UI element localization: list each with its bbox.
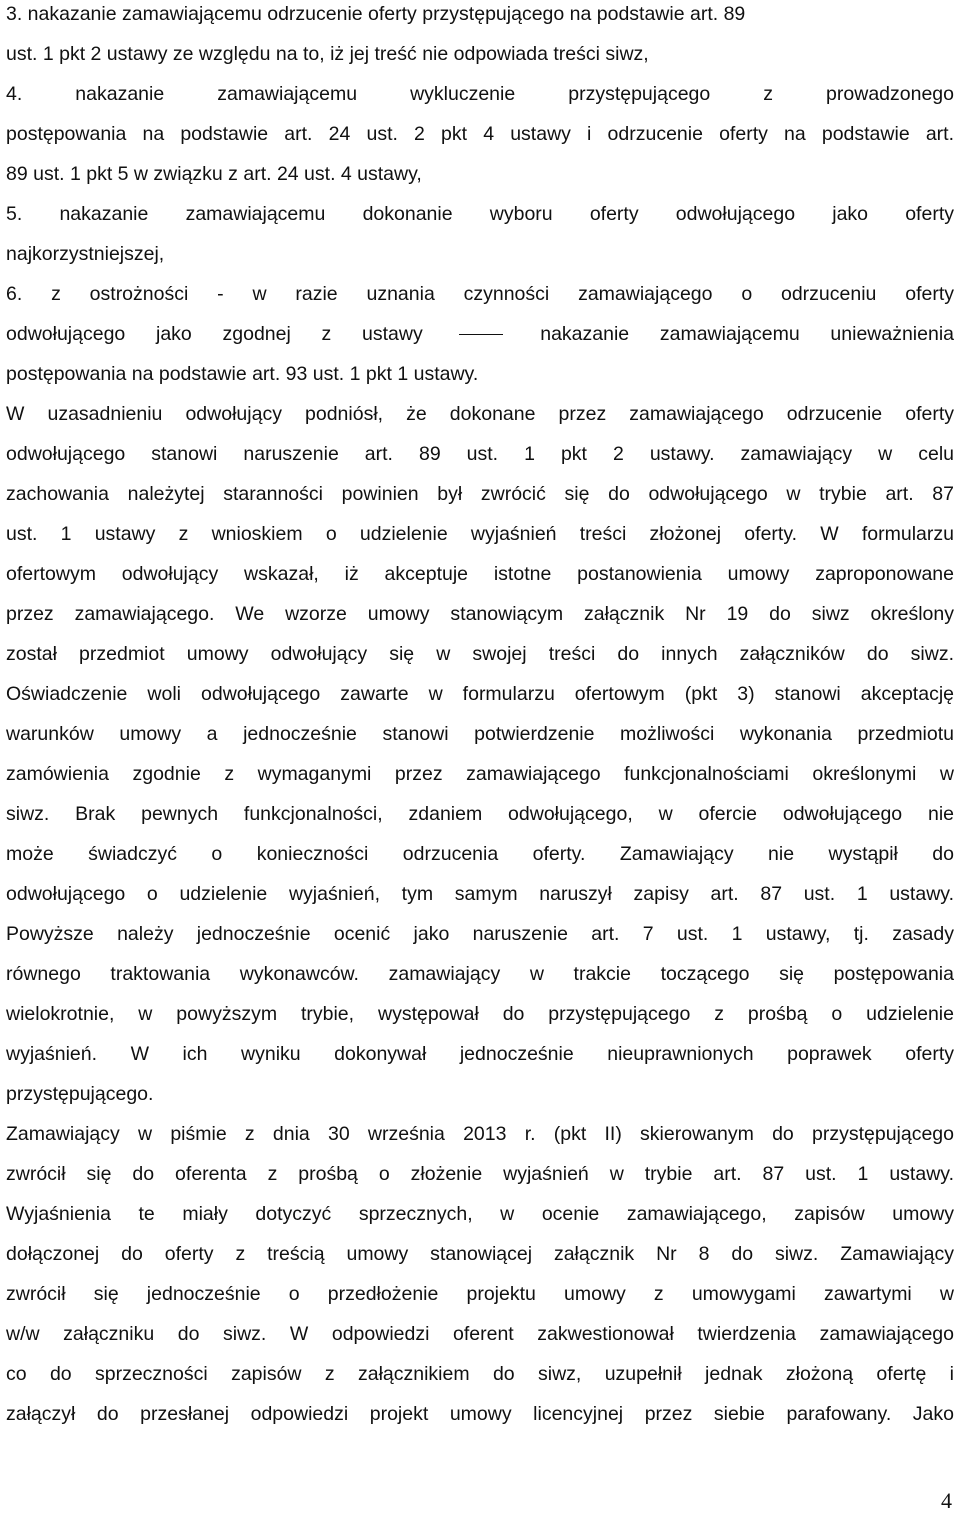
text-line bbox=[6, 474, 954, 514]
text-line bbox=[6, 394, 954, 434]
text-line bbox=[6, 554, 954, 594]
text-line bbox=[6, 1314, 954, 1354]
text-line bbox=[6, 914, 954, 954]
line-text: wielokrotnie, w powyższym trybie, występował do przystępującego z prośbą o udzielenie bbox=[6, 1003, 954, 1025]
text-line bbox=[6, 434, 954, 474]
line-text: może świadczyć o konieczności odrzucenia oferty. Zamawiający nie wystąpił do bbox=[6, 843, 954, 865]
line-text: załączył do przesłanej odpowiedzi projekt umowy licencyjnej przez siebie parafowany. Jako bbox=[6, 1403, 954, 1425]
text-line bbox=[6, 1034, 954, 1074]
em-dash-rule bbox=[459, 334, 503, 335]
line-text: postępowania na podstawie art. 93 ust. 1 pkt 1 ustawy. bbox=[6, 363, 479, 385]
line-text: 3. nakazanie zamawiającemu odrzucenie oferty przystępującego na podstawie art. 89 bbox=[6, 3, 746, 25]
line-text: warunków umowy a jednocześnie stanowi potwierdzenie możliwości wykonania przedmiotu bbox=[6, 723, 954, 745]
line-text: Powyższe należy jednocześnie ocenić jako naruszenie art. 7 ust. 1 ustawy, tj. zasady bbox=[6, 923, 954, 945]
line-text: Wyjaśnienia te miały dotyczyć sprzecznych, w ocenie zamawiającego, zapisów umowy bbox=[6, 1203, 954, 1225]
line-text: W uzasadnieniu odwołujący podniósł, że dokonane przez zamawiającego odrzucenie oferty bbox=[6, 403, 954, 425]
text-line bbox=[6, 314, 954, 354]
text-line bbox=[6, 594, 954, 634]
line-text: 5. nakazanie zamawiającemu dokonanie wyboru oferty odwołującego jako oferty bbox=[6, 203, 954, 225]
text-line bbox=[6, 874, 954, 914]
text-line bbox=[6, 1114, 954, 1154]
text-line bbox=[6, 1194, 954, 1234]
line-text: co do sprzeczności zapisów z załącznikiem do siwz, uzupełnił jednak złożoną ofertę i bbox=[6, 1363, 954, 1385]
line-text: został przedmiot umowy odwołujący się w swojej treści do innych załączników do siwz. bbox=[6, 643, 954, 665]
line-text: siwz. Brak pewnych funkcjonalności, zdaniem odwołującego, w ofercie odwołującego nie bbox=[6, 803, 954, 825]
line-text: wyjaśnień. W ich wyniku dokonywał jednocześnie nieuprawnionych poprawek oferty bbox=[6, 1043, 954, 1065]
text-line bbox=[6, 194, 954, 234]
text-line bbox=[6, 74, 954, 114]
line-text: w/w załączniku do siwz. W odpowiedzi oferent zakwestionował twierdzenia zamawiającego bbox=[6, 1323, 954, 1345]
text-line bbox=[6, 34, 954, 74]
line-text: 89 ust. 1 pkt 5 w związku z art. 24 ust. 4 ustawy, bbox=[6, 163, 422, 185]
text-line bbox=[6, 794, 954, 834]
text-line bbox=[6, 1274, 954, 1314]
line-text: zachowania należytej staranności powinien był zwrócić się do odwołującego w trybie art. 87 bbox=[6, 483, 954, 505]
line-text: odwołującego jako zgodnej z ustawy bbox=[6, 323, 423, 345]
text-line bbox=[6, 1074, 954, 1114]
text-line bbox=[6, 154, 954, 194]
text-line bbox=[6, 954, 954, 994]
text-line bbox=[6, 1234, 954, 1274]
line-text: ust. 1 pkt 2 ustawy ze względu na to, iż jej treść nie odpowiada treści siwz, bbox=[6, 43, 649, 65]
text-line bbox=[6, 1154, 954, 1194]
text-line bbox=[6, 634, 954, 674]
text-line bbox=[6, 274, 954, 314]
line-text: ofertowym odwołujący wskazał, iż akceptuje istotne postanowienia umowy zaproponowane bbox=[6, 563, 954, 585]
line-text: zwrócił się jednocześnie o przedłożenie projektu umowy z umowygami zawartymi w bbox=[6, 1283, 954, 1305]
line-text: ust. 1 ustawy z wnioskiem o udzielenie wyjaśnień treści złożonej oferty. W formularzu bbox=[6, 523, 954, 545]
line-text: Zamawiający w piśmie z dnia 30 września 2013 r. (pkt II) skierowanym do przystępującego bbox=[6, 1123, 954, 1145]
line-text: 6. z ostrożności - w razie uznania czynności zamawiającego o odrzuceniu oferty bbox=[6, 283, 954, 305]
text-line bbox=[6, 114, 954, 154]
text-line bbox=[6, 1394, 954, 1434]
document-page bbox=[6, 0, 954, 1434]
text-line bbox=[6, 754, 954, 794]
line-text: najkorzystniejszej, bbox=[6, 243, 165, 265]
page-number: 4 bbox=[941, 1488, 952, 1513]
line-text: przystępującego. bbox=[6, 1083, 154, 1105]
line-text-continued: nakazanie zamawiającemu unieważnienia bbox=[540, 323, 954, 345]
line-text: zamówienia zgodnie z wymaganymi przez zamawiającego funkcjonalnościami określonymi w bbox=[6, 763, 954, 785]
text-line bbox=[6, 994, 954, 1034]
line-text: odwołującego o udzielenie wyjaśnień, tym samym naruszył zapisy art. 87 ust. 1 ustawy. bbox=[6, 883, 954, 905]
text-line bbox=[6, 234, 954, 274]
line-text: przez zamawiającego. We wzorze umowy stanowiącym załącznik Nr 19 do siwz określony bbox=[6, 603, 954, 625]
line-text: postępowania na podstawie art. 24 ust. 2 pkt 4 ustawy i odrzucenie oferty na podstawie art. bbox=[6, 123, 954, 145]
line-text: Oświadczenie woli odwołującego zawarte w formularzu ofertowym (pkt 3) stanowi akceptację bbox=[6, 683, 954, 705]
line-text: odwołującego stanowi naruszenie art. 89 ust. 1 pkt 2 ustawy. zamawiający w celu bbox=[6, 443, 954, 465]
text-line bbox=[6, 714, 954, 754]
text-line bbox=[6, 1354, 954, 1394]
text-line bbox=[6, 514, 954, 554]
line-text: 4. nakazanie zamawiającemu wykluczenie przystępującego z prowadzonego bbox=[6, 83, 954, 105]
line-text: zwrócił się do oferenta z prośbą o złożenie wyjaśnień w trybie art. 87 ust. 1 ustawy. bbox=[6, 1163, 954, 1185]
text-line bbox=[6, 354, 954, 394]
text-line bbox=[6, 0, 954, 34]
line-text: równego traktowania wykonawców. zamawiający w trakcie toczącego się postępowania bbox=[6, 963, 954, 985]
text-line bbox=[6, 674, 954, 714]
line-text: dołączonej do oferty z treścią umowy stanowiącej załącznik Nr 8 do siwz. Zamawiający bbox=[6, 1243, 954, 1265]
text-line bbox=[6, 834, 954, 874]
